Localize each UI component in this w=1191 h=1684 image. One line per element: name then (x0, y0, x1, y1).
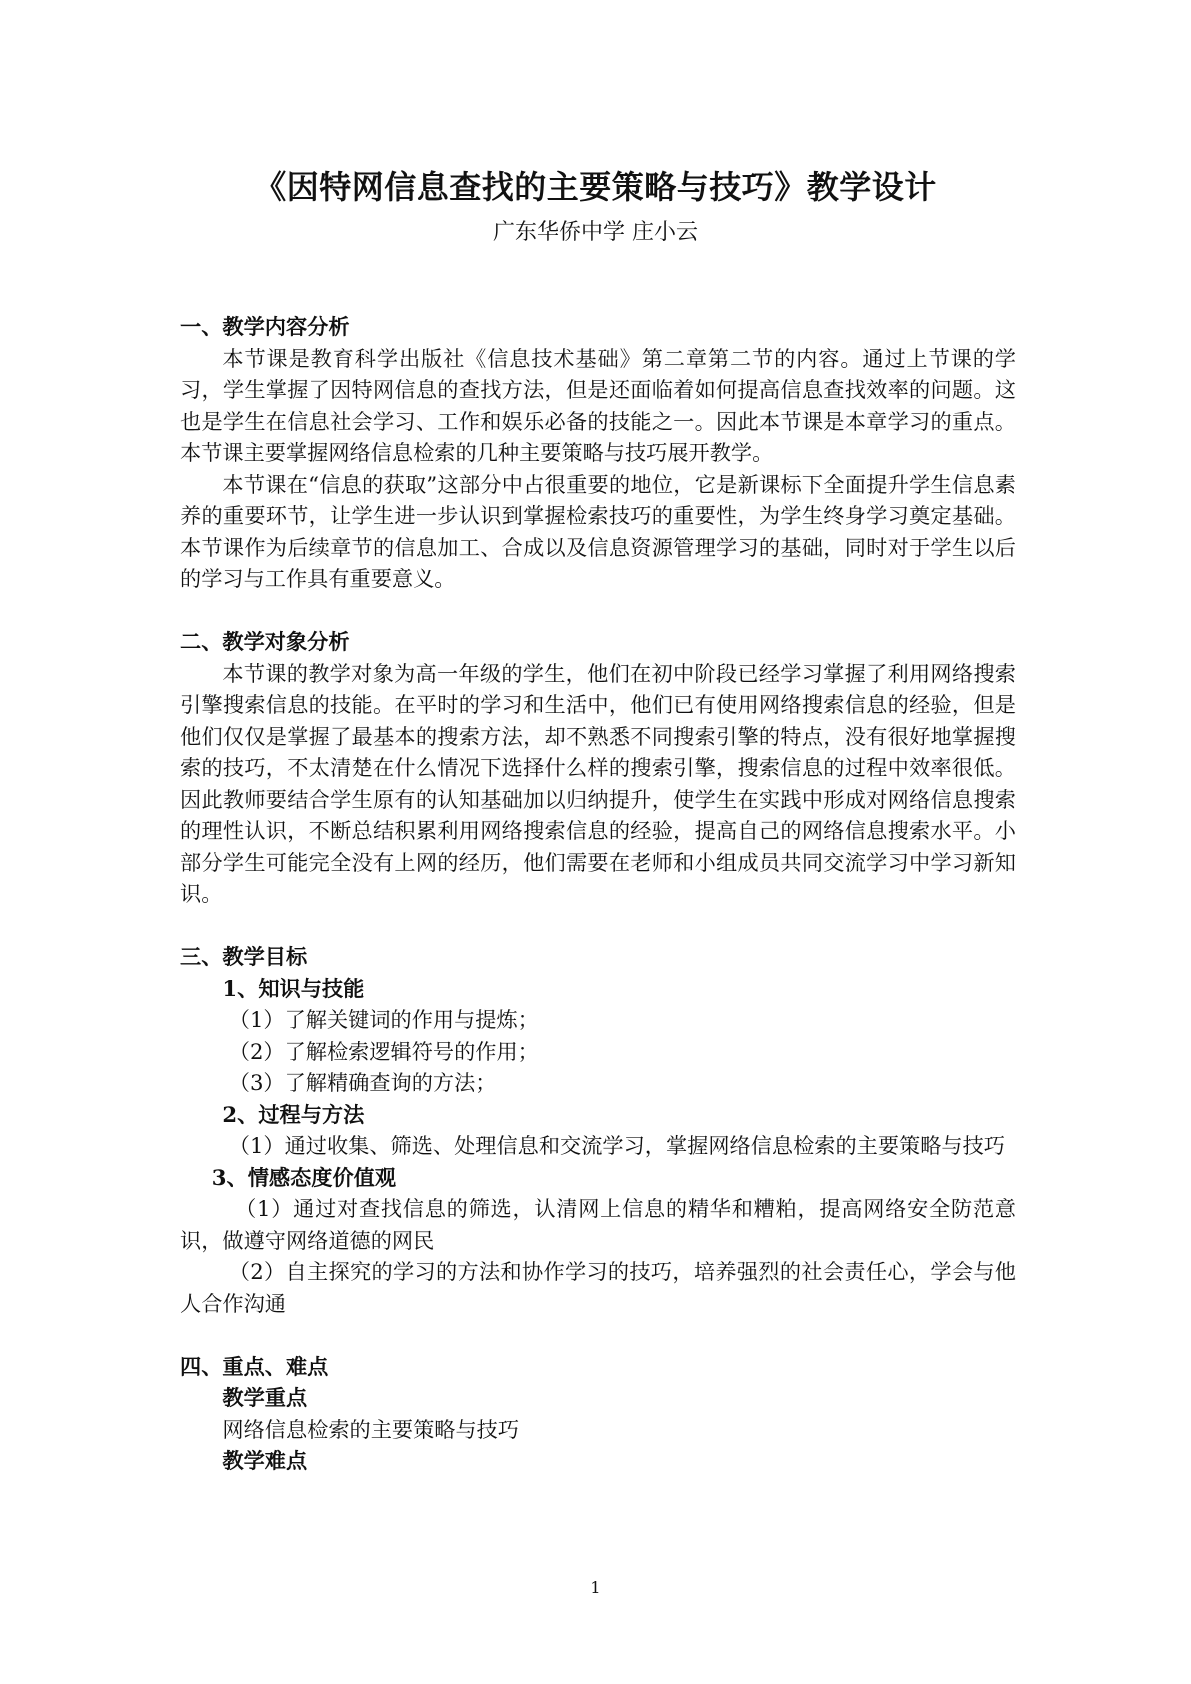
section-heading-key-points: 四、重点、难点 (180, 1353, 329, 1379)
document-author: 广东华侨中学 庄小云 (493, 220, 698, 245)
document-title: 《因特网信息查找的主要策略与技巧》教学设计 (254, 168, 937, 206)
document-body (180, 311, 1016, 1477)
difficulty-label: 教学难点 (222, 1448, 308, 1473)
objective-attitude-item: （1）通过对查找信息的筛选，认清网上信息的精华和糟粕，提高网络安全防范意识，做遵守网络道德的网民 (180, 1196, 1016, 1253)
content-analysis-paragraph-1: 本节课是教育科学出版社《信息技术基础》第二章第二节的内容。通过上节课的学习，学生掌握了因特网信息的查找方法，但是还面临着如何提高信息查找效率的问题。这也是学生在信息社会学习、工作和娱乐必备的技能之一。因此本节课是本章学习的重点。本节课主要掌握网络信息检索的几种主要策略与技巧展开教学。 (180, 345, 1016, 465)
objective-knowledge-item: （1）了解关键词的作用与提炼； (228, 1007, 539, 1032)
spacer (180, 910, 1016, 942)
objective-process-heading: 2、过程与方法 (222, 1101, 365, 1127)
spacer (180, 1319, 1016, 1351)
key-point-text: 网络信息检索的主要策略与技巧 (222, 1416, 520, 1442)
section-heading-student-analysis: 二、教学对象分析 (180, 629, 350, 654)
objective-knowledge-item: （3）了解精确查询的方法； (228, 1070, 497, 1095)
objective-attitude-item: （2）自主探究的学习的方法和协作学习的技巧，培养强烈的社会责任心，学会与他人合作沟通 (180, 1259, 1016, 1316)
page-number: 1 (590, 1578, 601, 1597)
spacer (180, 595, 1016, 627)
section-heading-content-analysis: 一、教学内容分析 (180, 314, 350, 339)
section-heading-objectives: 三、教学目标 (180, 944, 308, 969)
key-point-label: 教学重点 (222, 1385, 308, 1410)
content-analysis-paragraph-2: 本节课在“信息的获取”这部分中占很重要的地位，它是新课标下全面提升学生信息素养的重要环节，让学生进一步认识到掌握检索技巧的重要性，为学生终身学习奠定基础。本节课作为后续章节的信息加工、合成以及信息资源管理学习的基础，同时对于学生以后的学习与工作具有重要意义。 (180, 471, 1016, 591)
objective-knowledge-item: （2）了解检索逻辑符号的作用； (228, 1038, 539, 1064)
student-analysis-paragraph: 本节课的教学对象为高一年级的学生，他们在初中阶段已经学习掌握了利用网络搜索引擎搜索信息的技能。在平时的学习和生活中，他们已有使用网络搜索信息的经验，但是他们仅仅是掌握了最基本的搜索方法，却不熟悉不同搜索引擎的特点，没有很好地掌握搜索的技巧，不太清楚在什么情况下选择什么样的搜索引擎，搜索信息的过程中效率很低。因此教师要结合学生原有的认知基础加以归纳提升，使学生在实践中形成对网络信息搜索的理性认识，不断总结积累利用网络搜索信息的经验，提高自己的网络信息搜索水平。小部分学生可能完全没有上网的经历，他们需要在老师和小组成员共同交流学习中学习新知识。 (180, 660, 1016, 906)
objective-process-item: （1）通过收集、筛选、处理信息和交流学习，掌握网络信息检索的主要策略与技巧 (228, 1133, 1005, 1158)
objective-attitude-heading: 3、情感态度价值观 (211, 1164, 397, 1190)
objective-knowledge-heading: 1、知识与技能 (222, 975, 365, 1001)
